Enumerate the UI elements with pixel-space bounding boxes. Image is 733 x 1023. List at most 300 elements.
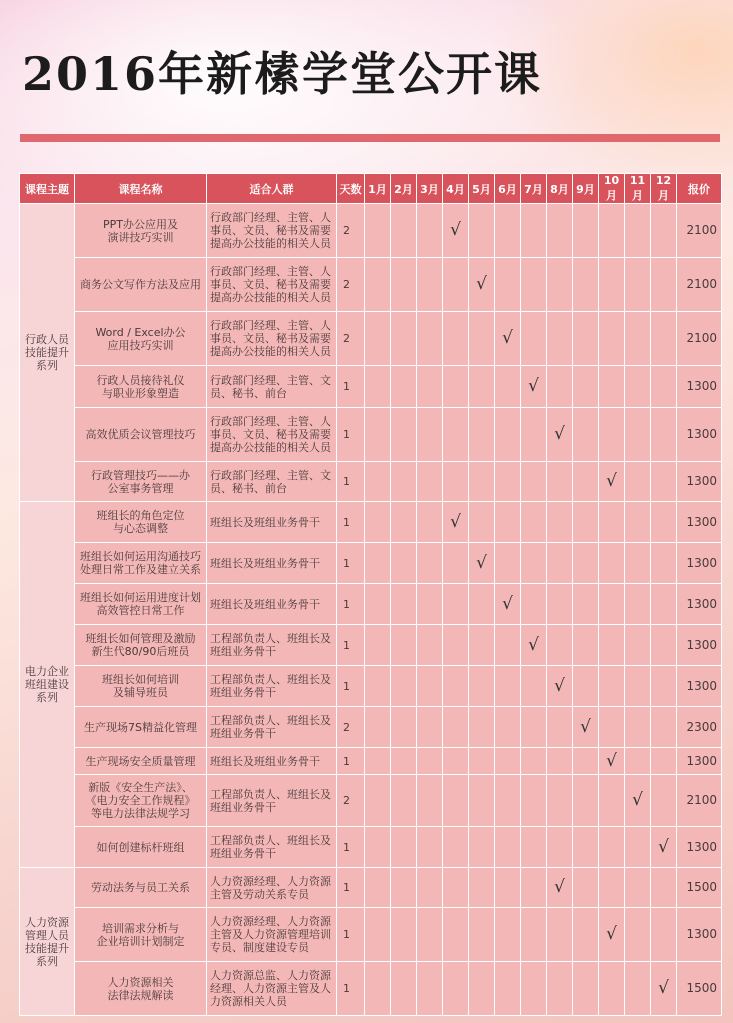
month-cell bbox=[651, 543, 677, 584]
audience-cell: 班组长及班组业务骨干 bbox=[207, 584, 337, 625]
month-cell bbox=[573, 707, 599, 748]
month-cell bbox=[547, 908, 573, 962]
month-cell bbox=[547, 408, 573, 462]
check-mark-icon: √ bbox=[450, 511, 461, 532]
month-cell bbox=[547, 748, 573, 775]
month-cell bbox=[495, 707, 521, 748]
month-cell bbox=[417, 625, 443, 666]
month-cell bbox=[495, 584, 521, 625]
month-cell bbox=[365, 258, 391, 312]
header-month: 12月 bbox=[651, 174, 677, 204]
course-name-cell: Word / Excel办公 应用技巧实训 bbox=[75, 312, 207, 366]
month-cell bbox=[547, 543, 573, 584]
month-cell bbox=[573, 908, 599, 962]
check-mark-icon: √ bbox=[528, 634, 539, 655]
month-cell bbox=[417, 908, 443, 962]
month-cell bbox=[443, 258, 469, 312]
month-cell bbox=[573, 584, 599, 625]
price-cell: 2100 bbox=[677, 775, 722, 827]
month-cell bbox=[521, 868, 547, 908]
month-cell bbox=[443, 775, 469, 827]
days-cell: 1 bbox=[337, 543, 365, 584]
table-row bbox=[20, 584, 722, 625]
month-cell bbox=[417, 408, 443, 462]
price-cell: 1300 bbox=[677, 625, 722, 666]
month-cell bbox=[365, 408, 391, 462]
month-cell bbox=[417, 584, 443, 625]
month-cell bbox=[651, 827, 677, 868]
days-cell: 1 bbox=[337, 584, 365, 625]
month-cell bbox=[443, 584, 469, 625]
header-audience: 适合人群 bbox=[207, 174, 337, 204]
price-cell: 2300 bbox=[677, 707, 722, 748]
month-cell bbox=[625, 204, 651, 258]
month-cell bbox=[391, 462, 417, 502]
month-cell bbox=[417, 666, 443, 707]
days-cell: 2 bbox=[337, 204, 365, 258]
month-cell bbox=[495, 775, 521, 827]
month-cell bbox=[599, 502, 625, 543]
month-cell bbox=[625, 408, 651, 462]
table-row bbox=[20, 366, 722, 408]
header-month: 4月 bbox=[443, 174, 469, 204]
audience-cell: 人力资源总监、人力资源 经理、人力资源主管及人 力资源相关人员 bbox=[207, 962, 337, 1016]
month-cell bbox=[495, 748, 521, 775]
month-cell bbox=[573, 868, 599, 908]
audience-cell: 工程部负责人、班组长及 班组业务骨干 bbox=[207, 625, 337, 666]
month-cell bbox=[625, 366, 651, 408]
check-mark-icon: √ bbox=[476, 552, 487, 573]
month-cell bbox=[651, 625, 677, 666]
month-cell bbox=[469, 868, 495, 908]
month-cell bbox=[469, 502, 495, 543]
month-cell bbox=[599, 666, 625, 707]
course-name-cell: 班组长如何管理及激励 新生代80/90后班员 bbox=[75, 625, 207, 666]
month-cell bbox=[625, 748, 651, 775]
price-cell: 1300 bbox=[677, 502, 722, 543]
month-cell bbox=[391, 908, 417, 962]
check-mark-icon: √ bbox=[554, 424, 565, 444]
days-cell: 1 bbox=[337, 462, 365, 502]
month-cell bbox=[625, 584, 651, 625]
month-cell bbox=[391, 707, 417, 748]
header-month: 1月 bbox=[365, 174, 391, 204]
course-name-cell: 如何创建标杆班组 bbox=[75, 827, 207, 868]
course-name-cell: 人力资源相关 法律法规解读 bbox=[75, 962, 207, 1016]
month-cell bbox=[495, 204, 521, 258]
header-month: 3月 bbox=[417, 174, 443, 204]
month-cell bbox=[417, 204, 443, 258]
month-cell bbox=[469, 258, 495, 312]
month-cell bbox=[443, 543, 469, 584]
month-cell bbox=[391, 868, 417, 908]
month-cell bbox=[651, 908, 677, 962]
month-cell bbox=[521, 408, 547, 462]
month-cell bbox=[599, 962, 625, 1016]
month-cell bbox=[625, 775, 651, 827]
course-name-cell: 行政管理技巧——办 公室事务管理 bbox=[75, 462, 207, 502]
month-cell bbox=[443, 462, 469, 502]
month-cell bbox=[599, 462, 625, 502]
month-cell bbox=[625, 312, 651, 366]
course-name-cell: 新版《安全生产法》、 《电力安全工作规程》 等电力法律法规学习 bbox=[75, 775, 207, 827]
month-cell bbox=[443, 748, 469, 775]
month-cell bbox=[521, 204, 547, 258]
month-cell bbox=[625, 625, 651, 666]
month-cell bbox=[495, 502, 521, 543]
month-cell bbox=[391, 258, 417, 312]
course-name-cell: 商务公文写作方法及应用 bbox=[75, 258, 207, 312]
month-cell bbox=[365, 584, 391, 625]
month-cell bbox=[391, 543, 417, 584]
audience-cell: 工程部负责人、班组长及 班组业务骨干 bbox=[207, 827, 337, 868]
month-cell bbox=[417, 258, 443, 312]
price-cell: 1300 bbox=[677, 543, 722, 584]
month-cell bbox=[391, 962, 417, 1016]
table-header-row bbox=[20, 174, 722, 204]
table-row bbox=[20, 258, 722, 312]
audience-cell: 班组长及班组业务骨干 bbox=[207, 502, 337, 543]
month-cell bbox=[599, 584, 625, 625]
table-row bbox=[20, 827, 722, 868]
month-cell bbox=[547, 258, 573, 312]
month-cell bbox=[365, 312, 391, 366]
month-cell bbox=[495, 408, 521, 462]
month-cell bbox=[365, 625, 391, 666]
month-cell bbox=[573, 204, 599, 258]
course-name-cell: 生产现场7S精益化管理 bbox=[75, 707, 207, 748]
month-cell bbox=[599, 868, 625, 908]
month-cell bbox=[547, 962, 573, 1016]
month-cell bbox=[495, 543, 521, 584]
month-cell bbox=[625, 543, 651, 584]
price-cell: 1300 bbox=[677, 462, 722, 502]
month-cell bbox=[391, 408, 417, 462]
month-cell bbox=[417, 312, 443, 366]
month-cell bbox=[391, 748, 417, 775]
month-cell bbox=[599, 312, 625, 366]
month-cell bbox=[417, 366, 443, 408]
month-cell bbox=[573, 775, 599, 827]
month-cell bbox=[651, 962, 677, 1016]
month-cell bbox=[495, 868, 521, 908]
course-schedule-table bbox=[19, 173, 722, 1016]
days-cell: 1 bbox=[337, 827, 365, 868]
month-cell bbox=[547, 827, 573, 868]
month-cell bbox=[599, 625, 625, 666]
month-cell bbox=[573, 543, 599, 584]
month-cell bbox=[651, 408, 677, 462]
table-row bbox=[20, 962, 722, 1016]
month-cell bbox=[365, 543, 391, 584]
month-cell bbox=[651, 868, 677, 908]
table-row bbox=[20, 625, 722, 666]
table-row bbox=[20, 868, 722, 908]
month-cell bbox=[573, 462, 599, 502]
month-cell bbox=[573, 312, 599, 366]
month-cell bbox=[443, 366, 469, 408]
month-cell bbox=[547, 366, 573, 408]
check-mark-icon: √ bbox=[450, 220, 461, 240]
month-cell bbox=[651, 775, 677, 827]
month-cell bbox=[495, 366, 521, 408]
check-mark-icon: √ bbox=[554, 877, 565, 897]
table-row bbox=[20, 462, 722, 502]
days-cell: 1 bbox=[337, 908, 365, 962]
course-name-cell: 班组长如何培训 及辅导班员 bbox=[75, 666, 207, 707]
month-cell bbox=[443, 625, 469, 666]
header-month: 9月 bbox=[573, 174, 599, 204]
price-cell: 1300 bbox=[677, 584, 722, 625]
month-cell bbox=[469, 666, 495, 707]
month-cell bbox=[521, 625, 547, 666]
month-cell bbox=[469, 908, 495, 962]
month-cell bbox=[495, 827, 521, 868]
month-cell bbox=[391, 827, 417, 868]
month-cell bbox=[547, 707, 573, 748]
days-cell: 1 bbox=[337, 666, 365, 707]
price-cell: 1300 bbox=[677, 827, 722, 868]
month-cell bbox=[443, 868, 469, 908]
table-row bbox=[20, 775, 722, 827]
month-cell bbox=[391, 312, 417, 366]
month-cell bbox=[599, 775, 625, 827]
month-cell bbox=[443, 204, 469, 258]
price-cell: 1500 bbox=[677, 868, 722, 908]
month-cell bbox=[573, 258, 599, 312]
course-name-cell: 高效优质会议管理技巧 bbox=[75, 408, 207, 462]
month-cell bbox=[547, 775, 573, 827]
days-cell: 2 bbox=[337, 707, 365, 748]
month-cell bbox=[521, 543, 547, 584]
header-month: 10月 bbox=[599, 174, 625, 204]
month-cell bbox=[599, 908, 625, 962]
month-cell bbox=[599, 366, 625, 408]
price-cell: 2100 bbox=[677, 312, 722, 366]
month-cell bbox=[365, 462, 391, 502]
month-cell bbox=[599, 258, 625, 312]
month-cell bbox=[547, 462, 573, 502]
days-cell: 1 bbox=[337, 748, 365, 775]
month-cell bbox=[651, 707, 677, 748]
course-name-cell: 班组长如何运用进度计划 高效管控日常工作 bbox=[75, 584, 207, 625]
month-cell bbox=[365, 908, 391, 962]
month-cell bbox=[391, 366, 417, 408]
month-cell bbox=[625, 462, 651, 502]
check-mark-icon: √ bbox=[528, 376, 539, 396]
month-cell bbox=[521, 748, 547, 775]
month-cell bbox=[599, 408, 625, 462]
header-month: 5月 bbox=[469, 174, 495, 204]
month-cell bbox=[443, 827, 469, 868]
days-cell: 1 bbox=[337, 868, 365, 908]
course-name-cell: 劳动法务与员工关系 bbox=[75, 868, 207, 908]
days-cell: 1 bbox=[337, 366, 365, 408]
check-mark-icon: √ bbox=[502, 593, 513, 614]
month-cell bbox=[417, 502, 443, 543]
month-cell bbox=[547, 666, 573, 707]
audience-cell: 人力资源经理、人力资源 主管及劳动关系专员 bbox=[207, 868, 337, 908]
month-cell bbox=[651, 462, 677, 502]
audience-cell: 人力资源经理、人力资源 主管及人力资源管理培训 专员、制度建设专员 bbox=[207, 908, 337, 962]
month-cell bbox=[573, 366, 599, 408]
days-cell: 1 bbox=[337, 962, 365, 1016]
month-cell bbox=[651, 258, 677, 312]
days-cell: 2 bbox=[337, 312, 365, 366]
month-cell bbox=[521, 827, 547, 868]
audience-cell: 工程部负责人、班组长及 班组业务骨干 bbox=[207, 775, 337, 827]
month-cell bbox=[391, 666, 417, 707]
month-cell bbox=[547, 625, 573, 666]
month-cell bbox=[625, 827, 651, 868]
table-row bbox=[20, 408, 722, 462]
month-cell bbox=[391, 204, 417, 258]
month-cell bbox=[547, 312, 573, 366]
header-price: 报价 bbox=[677, 174, 722, 204]
month-cell bbox=[599, 748, 625, 775]
month-cell bbox=[547, 204, 573, 258]
course-name-cell: 班组长的角色定位 与心态调整 bbox=[75, 502, 207, 543]
check-mark-icon: √ bbox=[606, 924, 617, 944]
month-cell bbox=[599, 707, 625, 748]
month-cell bbox=[469, 204, 495, 258]
month-cell bbox=[599, 827, 625, 868]
month-cell bbox=[469, 584, 495, 625]
month-cell bbox=[469, 775, 495, 827]
month-cell bbox=[391, 775, 417, 827]
month-cell bbox=[495, 462, 521, 502]
month-cell bbox=[573, 666, 599, 707]
month-cell bbox=[365, 827, 391, 868]
table-row bbox=[20, 312, 722, 366]
month-cell bbox=[365, 366, 391, 408]
month-cell bbox=[365, 775, 391, 827]
month-cell bbox=[521, 312, 547, 366]
month-cell bbox=[469, 962, 495, 1016]
month-cell bbox=[495, 625, 521, 666]
month-cell bbox=[443, 666, 469, 707]
month-cell bbox=[521, 908, 547, 962]
month-cell bbox=[469, 625, 495, 666]
month-cell bbox=[443, 408, 469, 462]
month-cell bbox=[651, 366, 677, 408]
check-mark-icon: √ bbox=[658, 978, 669, 998]
month-cell bbox=[365, 868, 391, 908]
month-cell bbox=[365, 962, 391, 1016]
price-cell: 1300 bbox=[677, 666, 722, 707]
month-cell bbox=[625, 258, 651, 312]
days-cell: 2 bbox=[337, 775, 365, 827]
month-cell bbox=[469, 312, 495, 366]
month-cell bbox=[391, 625, 417, 666]
price-cell: 1500 bbox=[677, 962, 722, 1016]
course-name-cell: 生产现场安全质量管理 bbox=[75, 748, 207, 775]
month-cell bbox=[521, 258, 547, 312]
month-cell bbox=[625, 908, 651, 962]
table-body bbox=[20, 204, 722, 1016]
price-cell: 1300 bbox=[677, 748, 722, 775]
month-cell bbox=[469, 543, 495, 584]
audience-cell: 行政部门经理、主管、人 事员、文员、秘书及需要 提高办公技能的相关人员 bbox=[207, 408, 337, 462]
month-cell bbox=[417, 462, 443, 502]
price-cell: 2100 bbox=[677, 258, 722, 312]
month-cell bbox=[469, 366, 495, 408]
month-cell bbox=[625, 962, 651, 1016]
month-cell bbox=[521, 502, 547, 543]
month-cell bbox=[469, 748, 495, 775]
days-cell: 1 bbox=[337, 408, 365, 462]
month-cell bbox=[417, 962, 443, 1016]
audience-cell: 行政部门经理、主管、文 员、秘书、前台 bbox=[207, 366, 337, 408]
header-month: 6月 bbox=[495, 174, 521, 204]
table-row bbox=[20, 666, 722, 707]
course-name-cell: PPT办公应用及 演讲技巧实训 bbox=[75, 204, 207, 258]
price-cell: 1300 bbox=[677, 908, 722, 962]
category-cell: 电力企业 班组建设 系列 bbox=[20, 502, 75, 868]
month-cell bbox=[443, 707, 469, 748]
month-cell bbox=[625, 502, 651, 543]
month-cell bbox=[521, 366, 547, 408]
price-cell: 1300 bbox=[677, 366, 722, 408]
header-category: 课程主题 bbox=[20, 174, 75, 204]
month-cell bbox=[573, 748, 599, 775]
month-cell bbox=[495, 666, 521, 707]
month-cell bbox=[365, 204, 391, 258]
month-cell bbox=[547, 584, 573, 625]
check-mark-icon: √ bbox=[632, 790, 643, 810]
header-month: 2月 bbox=[391, 174, 417, 204]
audience-cell: 行政部门经理、主管、人 事员、文员、秘书及需要 提高办公技能的相关人员 bbox=[207, 258, 337, 312]
month-cell bbox=[495, 962, 521, 1016]
month-cell bbox=[599, 543, 625, 584]
month-cell bbox=[469, 462, 495, 502]
month-cell bbox=[625, 707, 651, 748]
month-cell bbox=[573, 502, 599, 543]
month-cell bbox=[417, 543, 443, 584]
month-cell bbox=[651, 204, 677, 258]
month-cell bbox=[495, 908, 521, 962]
check-mark-icon: √ bbox=[606, 750, 617, 771]
month-cell bbox=[469, 707, 495, 748]
check-mark-icon: √ bbox=[580, 716, 591, 737]
month-cell bbox=[573, 625, 599, 666]
course-name-cell: 培训需求分析与 企业培训计划制定 bbox=[75, 908, 207, 962]
title-divider bbox=[20, 134, 720, 142]
month-cell bbox=[443, 312, 469, 366]
price-cell: 1300 bbox=[677, 408, 722, 462]
header-month: 8月 bbox=[547, 174, 573, 204]
month-cell bbox=[521, 962, 547, 1016]
month-cell bbox=[417, 827, 443, 868]
month-cell bbox=[417, 868, 443, 908]
month-cell bbox=[651, 666, 677, 707]
days-cell: 2 bbox=[337, 258, 365, 312]
month-cell bbox=[573, 827, 599, 868]
month-cell bbox=[547, 502, 573, 543]
month-cell bbox=[573, 962, 599, 1016]
month-cell bbox=[521, 584, 547, 625]
category-cell: 人力资源 管理人员 技能提升 系列 bbox=[20, 868, 75, 1016]
check-mark-icon: √ bbox=[554, 675, 565, 696]
month-cell bbox=[651, 748, 677, 775]
course-name-cell: 行政人员接待礼仪 与职业形象塑造 bbox=[75, 366, 207, 408]
table-row bbox=[20, 908, 722, 962]
audience-cell: 工程部负责人、班组长及 班组业务骨干 bbox=[207, 707, 337, 748]
check-mark-icon: √ bbox=[658, 836, 669, 857]
month-cell bbox=[651, 584, 677, 625]
month-cell bbox=[417, 775, 443, 827]
header-month: 11月 bbox=[625, 174, 651, 204]
